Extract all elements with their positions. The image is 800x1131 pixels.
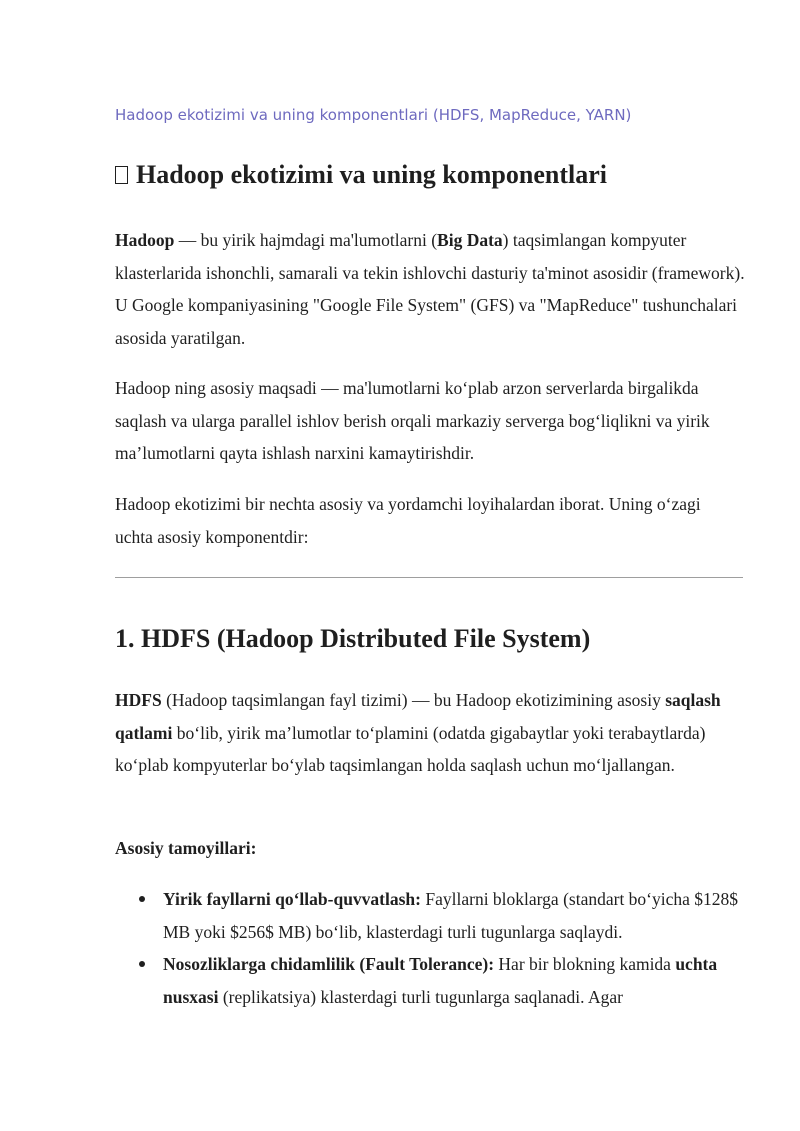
list-item-text: Fayllarni bloklarga (standart bo‘yicha $128$ MB yoki $256$ MB) bo‘lib, klasterdagi turli tugunlarga saqlaydi. <box>163 889 739 942</box>
list-item <box>115 948 745 1013</box>
section-divider <box>115 577 743 578</box>
list-item-term-2: uchta nusxasi <box>163 954 718 1007</box>
term-hdfs: HDFS <box>115 690 162 710</box>
list-item <box>115 883 745 948</box>
page-title-text: Hadoop ekotizimi va uning komponentlari <box>136 160 607 189</box>
list-item-text: Har bir blokning kamida <box>494 954 676 974</box>
missing-glyph-icon <box>115 166 128 184</box>
intro-paragraph-3: Hadoop ekotizimi bir nechta asosiy va yordamchi loyihalardan iborat. Uning o‘zagi uchta asosiy komponentdir: <box>115 494 701 547</box>
document-source-title: Hadoop ekotizimi va uning komponentlari (HDFS, MapReduce, YARN) <box>115 106 632 124</box>
hdfs-paragraph <box>115 684 745 782</box>
intro-paragraph-1-text-b: ) taqsimlangan kompyuter klasterlarida ishonchli, samarali va tekin ishlovchi dasturiy ta'minot asosidir (framework). U Google kompaniyasining "Google File System" (GFS) va "MapReduce" tushunchalari asosida yaratilgan. <box>115 230 745 348</box>
term-storage-layer: saqlash qatlami <box>115 690 721 743</box>
list-item-term: Yirik fayllarni qo‘llab-quvvatlash: <box>163 889 421 909</box>
principles-label <box>115 832 745 865</box>
intro-paragraph-1-text-a: — bu yirik hajmdagi ma'lumotlarni ( <box>174 230 438 250</box>
intro-paragraph-1 <box>115 224 745 354</box>
bullet-icon <box>139 961 145 967</box>
term-hadoop: Hadoop <box>115 230 175 250</box>
list-item-text-2: (replikatsiya) klasterdagi turli tugunlarga saqlanadi. Agar <box>218 986 623 1007</box>
principles-list <box>115 883 745 1013</box>
hdfs-paragraph-text-b: bo‘lib, yirik ma’lumotlar to‘plamini (odatda gigabaytlar yoki terabaytlarda) ko‘plab kompyuterlar bo‘ylab taqsimlangan holda saqlash uchun mo‘ljallangan. <box>115 722 706 775</box>
bullet-icon <box>139 896 145 902</box>
intro-paragraph-2: Hadoop ning asosiy maqsadi — ma'lumotlarni ko‘plab arzon serverlarda birgalikda saqlash va ularga parallel ishlov berish orqali markaziy serverga bog‘liqlikni va yirik ma’lumotlarni qayta ishlash narxini kamaytirishdir. <box>115 378 710 463</box>
principles-label-text: Asosiy tamoyillari: <box>115 838 257 858</box>
page-title <box>115 157 607 193</box>
list-item-term: Nosozliklarga chidamlilik (Fault Tolerance): <box>163 954 495 974</box>
hdfs-paragraph-text-a: (Hadoop taqsimlangan fayl tizimi) — bu Hadoop ekotizimining asosiy <box>161 690 666 710</box>
term-big-data: Big Data <box>437 230 503 250</box>
section-heading-hdfs: 1. HDFS (Hadoop Distributed File System) <box>115 624 591 653</box>
